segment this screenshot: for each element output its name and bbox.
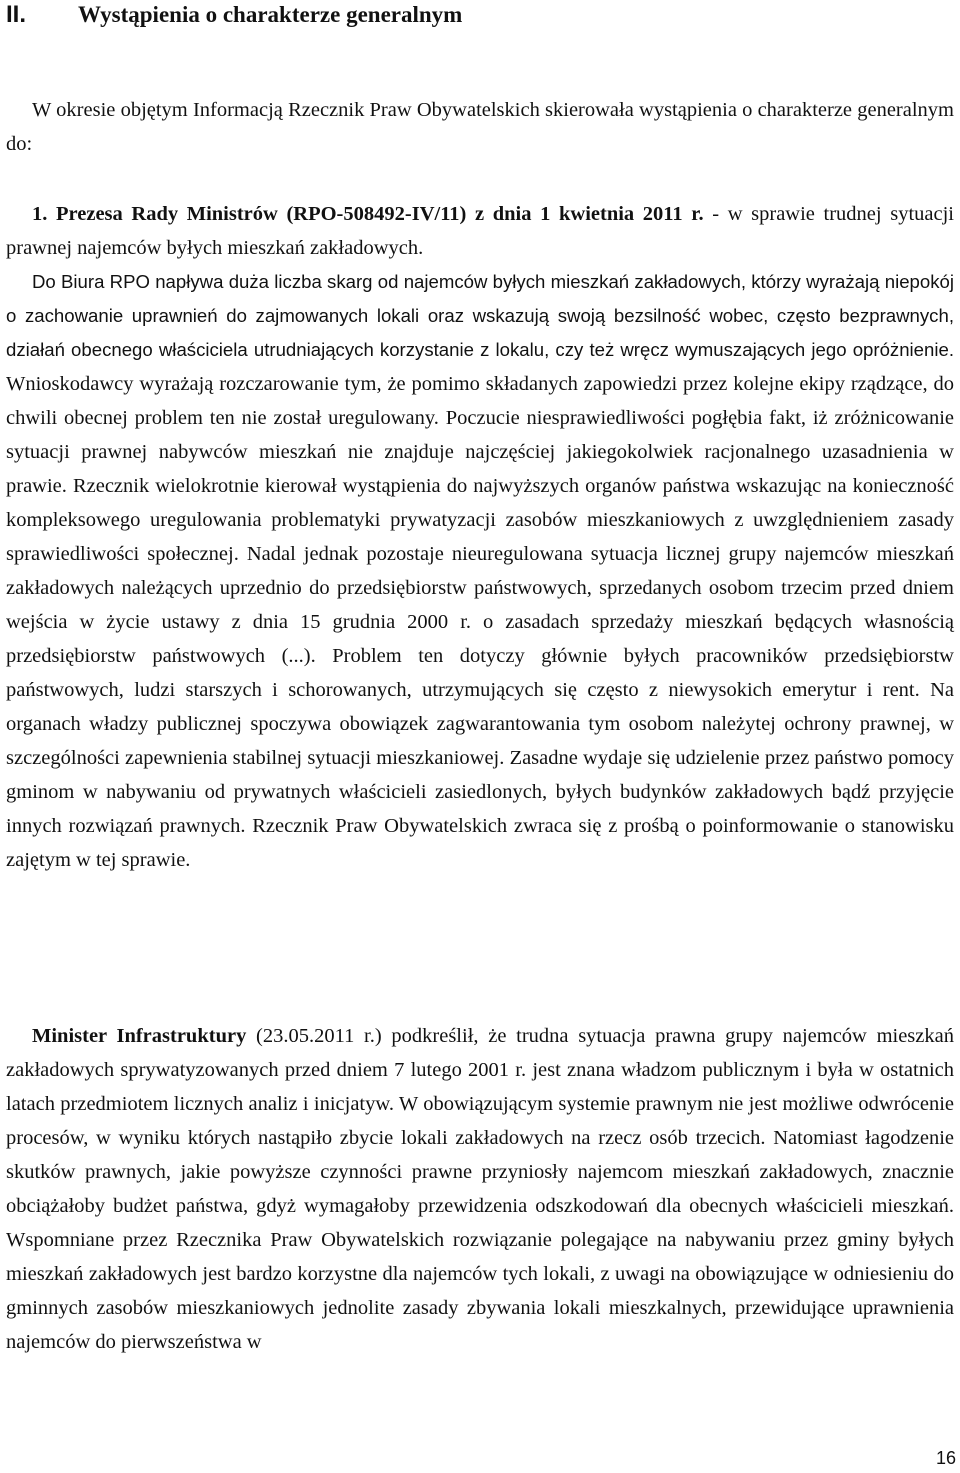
item-1-subject: - w sprawie trudnej sytuacji prawnej najemców byłych mieszkań zakładowych. [6, 203, 954, 259]
item-1-body-serif: Wnioskodawcy wyrażają rozczarowanie tym, że pomimo składanych zapowiedzi przez kolejne ekipy rządzące, do chwili obecnej problem ten nie został uregulowany. Poczucie niesprawiedliwości pogłębia fakt, iż zróżnicowanie sytuacji prawnej nabywców mieszkań nie znajduje najczęściej jakiegokolwiek racjonalnego uzasadnienia w prawie. Rzecznik wielokrotnie kierował wystąpienia do najwyższych organów państwa wskazując na konieczność kompleksowego uregulowania problematyki prywatyzacji zasobów mieszkaniowych z uwzględnieniem zasady sprawiedliwości społecznej. Nadal jednak pozostaje nieuregulowana sytuacja licznej grupy najemców mieszkań zakładowych należących uprzednio do przedsiębiorstw państwowych, sprzedanych osobom trzecim przed dniem wejścia w życie ustawy z dnia 15 grudnia 2000 r. o zasadach sprzedaży mieszkań będących własnością przedsiębiorstw państwowych (...). Problem ten dotyczy głównie byłych pracowników przedsiębiorstw państwowych, ludzi starszych i schorowanych, utrzymujących się często z niewysokich emerytur i rent. Na organach władzy publicznej spoczywa obowiązek zagwarantowania tym osobom należytej ochrony prawnej, w szczególności zapewnienia stabilnej sytuacji mieszkaniowej. Zasadne wydaje się udzielenie przez państwo pomocy gminom w nabywaniu od prywatnych właścicieli zasiedlonych, byłych budynków zakładowych bądź przyjęcie innych rozwiązań prawnych. Rzecznik Praw Obywatelskich zwraca się z prośbą o poinformowanie o stanowisku zajętym w tej sprawie. [6, 373, 954, 871]
section-number: II. [6, 1, 27, 28]
response-lead: Minister Infrastruktury [32, 1025, 247, 1047]
section-heading [6, 0, 462, 30]
section-title: Wystąpienia o charakterze generalnym [78, 2, 463, 27]
page-number: 16 [935, 1448, 956, 1468]
intro-paragraph: W okresie objętym Informacją Rzecznik Praw Obywatelskich skierowała wystąpienia o charakterze generalnym do: [6, 99, 954, 155]
item-1 [6, 197, 954, 265]
item-1-body [6, 265, 954, 877]
response-paragraph [6, 1019, 954, 1359]
response-text: (23.05.2011 r.) podkreślił, że trudna sytuacja prawna grupy najemców mieszkań zakładowych sprywatyzowanych przed dniem 7 lutego 2001 r. jest znana władzom publicznym i była w ostatnich latach przedmiotem licznych analiz i inicjatyw. W obowiązującym systemie prawnym nie jest możliwe odwrócenie procesów, w wyniku których nastąpiło zbycie lokali zakładowych na rzecz osób trzecich. Natomiast łagodzenie skutków prawnych, jakie powyższe czynności prawne przyniosły najemcom mieszkań zakładowych, znacznie obciążałoby budżet państwa, gdyż wymagałoby przewidzenia odszkodowań dla obecnych właścicieli mieszkań. Wspomniane przez Rzecznika Praw Obywatelskich rozwiązanie polegające na nabywaniu przez gminy byłych mieszkań zakładowych jest bardzo korzystne dla najemców tych lokali, z uwagi na obowiązujące w odniesieniu do gminnych zasobów mieszkaniowych jednolite zasady zbywania lokali mieszkalnych, przewidujące uprawnienia najemców do pierwszeństwa w [6, 1025, 954, 1353]
item-1-lead: 1. Prezesa Rady Ministrów (RPO-508492-IV/11) z dnia 1 kwietnia 2011 r. [32, 203, 704, 225]
item-1-body-sans: Do Biura RPO napływa duża liczba skarg od najemców byłych mieszkań zakładowych, którzy wyrażają niepokój o zachowanie uprawnień do zajmowanych lokali oraz wskazują swoją bezsilność wobec, często bezprawnych, działań obecnego właściciela utrudniających korzystanie z lokalu, czy też wręcz wymuszających jego opróżnienie. [6, 271, 954, 360]
